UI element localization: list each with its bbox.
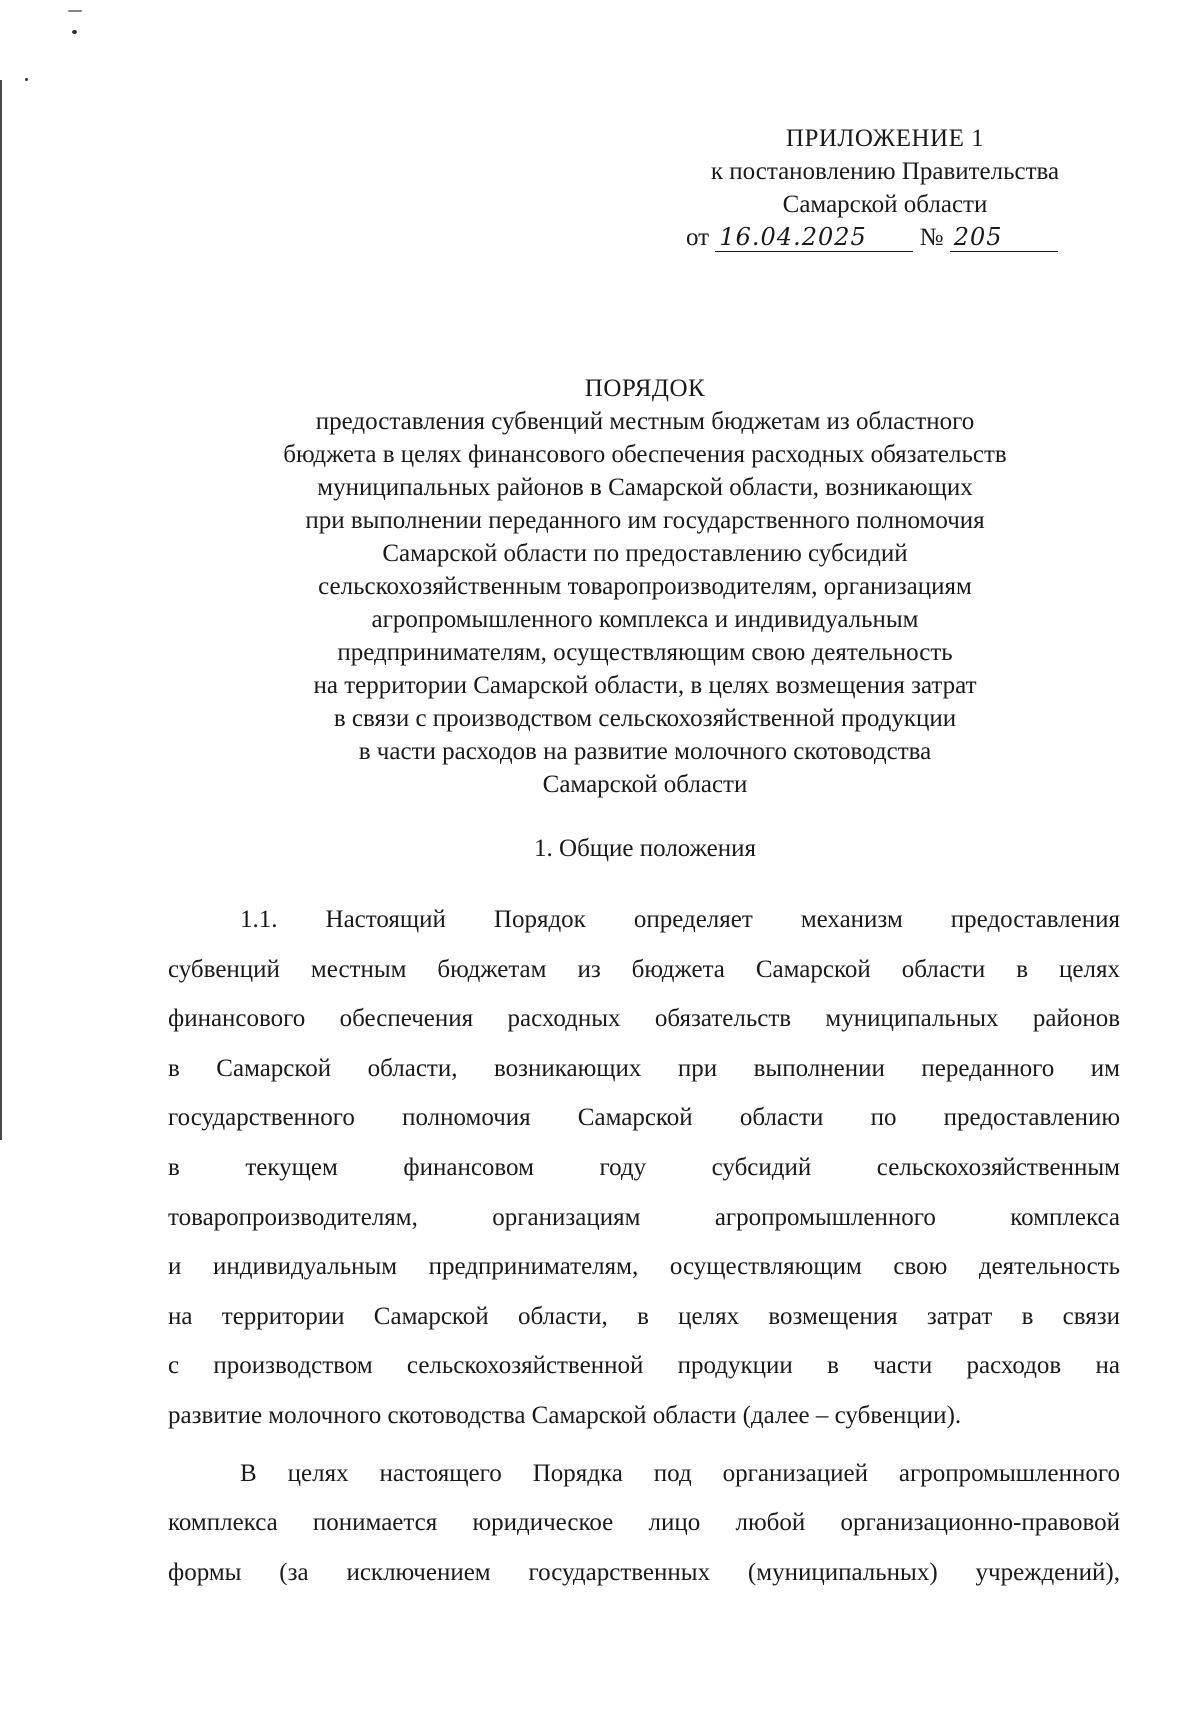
scan-speck xyxy=(68,10,82,12)
subtitle-line: предпринимателям, осуществляющим свою деятельность xyxy=(337,639,953,666)
subtitle-line: на территории Самарской области, в целях возмещения затрат xyxy=(313,672,977,699)
subtitle-line: бюджета в целях финансового обеспечения расходных обязательств xyxy=(283,441,1007,468)
text-line: финансового обеспечения расходных обязательств муниципальных районов xyxy=(168,1005,1120,1033)
number-prefix: № xyxy=(919,224,944,251)
subtitle-line: Самарской области xyxy=(542,771,748,798)
subtitle-line: агропромышленного комплекса и индивидуальным xyxy=(371,606,919,633)
text-line: на территории Самарской области, в целях возмещения затрат в связи xyxy=(168,1302,1120,1330)
subtitle-line: в части расходов на развитие молочного скотоводства xyxy=(358,738,932,765)
document-title-block xyxy=(0,372,1200,801)
appendix-block xyxy=(650,122,1120,254)
handwritten-date: 16.04.2025 xyxy=(715,223,913,252)
text-line: в Самарской области, возникающих при выполнении переданного им xyxy=(168,1054,1120,1082)
appendix-reference: к постановлению Правительства xyxy=(710,158,1060,185)
text-line: с производством сельскохозяйственной продукции в части расходов на xyxy=(168,1352,1120,1380)
subtitle-line: в связи с производством сельскохозяйственной продукции xyxy=(333,705,957,732)
text-line: 1.1. Настоящий Порядок определяет механизм предоставления xyxy=(240,906,1120,933)
text-line: субвенций местным бюджетам из бюджета Самарской области в целях xyxy=(168,955,1120,983)
subtitle-line: предоставления субвенций местным бюджетам из областного xyxy=(315,408,975,435)
date-prefix: от xyxy=(686,224,710,251)
text-line: формы (за исключением государственных (муниципальных) учреждений), xyxy=(168,1558,1120,1586)
handwritten-number: 205 xyxy=(950,223,1058,252)
text-line: развитие молочного скотоводства Самарской области (далее – субвенции). xyxy=(168,1401,962,1429)
appendix-title: ПРИЛОЖЕНИЕ 1 xyxy=(785,125,985,152)
subtitle-line: муниципальных районов в Самарской области, возникающих xyxy=(317,474,973,501)
text-line: и индивидуальным предпринимателям, осуществляющим свою деятельность xyxy=(168,1253,1120,1281)
text-line: В целях настоящего Порядка под организацией агропромышленного xyxy=(240,1459,1120,1487)
scan-speck xyxy=(25,78,28,81)
paragraph xyxy=(168,895,1120,1441)
text-line: государственного полномочия Самарской области по предоставлению xyxy=(168,1104,1120,1132)
document-heading: ПОРЯДОК xyxy=(584,375,706,402)
subtitle-line: Самарской области по предоставлению субсидий xyxy=(382,540,908,567)
scan-speck xyxy=(72,30,77,34)
text-line: в текущем финансовом году субсидий сельскохозяйственным xyxy=(168,1153,1120,1181)
subtitle-line: при выполнении переданного им государственного полномочия xyxy=(305,507,985,534)
appendix-region: Самарской области xyxy=(782,191,988,218)
text-line: комплекса понимается юридическое лицо любой организационно-правовой xyxy=(168,1509,1120,1537)
section-heading: 1. Общие положения xyxy=(534,835,756,862)
body-text xyxy=(168,895,1120,1597)
text-line: товаропроизводителям, организациям агропромышленного комплекса xyxy=(168,1203,1120,1231)
paragraph xyxy=(168,1449,1120,1598)
subtitle-line: сельскохозяйственным товаропроизводителям, организациям xyxy=(318,573,972,600)
appendix-date-line xyxy=(686,221,1120,254)
